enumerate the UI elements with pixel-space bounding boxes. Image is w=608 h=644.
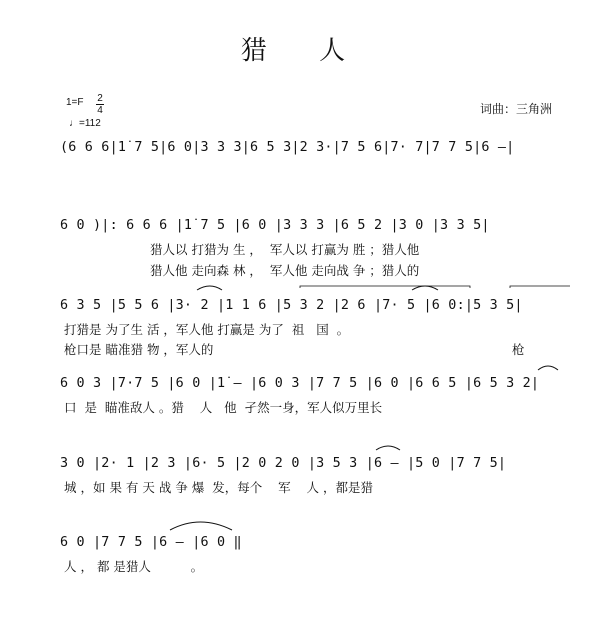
volta-bracket-1 <box>300 286 470 288</box>
song-title: 猎 人 <box>240 36 368 66</box>
score-line-1: (6 6 6|1̇ 7 5|6 0|3 3 3|6 5 3|2 3·|7 5 6|7· 7|7 7 5|6 –| <box>60 140 515 155</box>
slur-mark <box>412 286 438 290</box>
lyric-line-5: 城 ，如 果 有 天 战 争 爆 发，每个 军 人 ，都是猎 <box>64 480 374 495</box>
lyric-line-2a: 猎人以 打猎为 生 ， 军人以 打赢为 胜 ；猎人他 <box>150 242 420 257</box>
time-signature-top: 2 <box>97 93 103 104</box>
score-line-2: 6 0 )|: 6 6 6 |1̇ 7 5 |6 0 |3 3 3 |6 5 2 |3 0 |3 3 5| <box>60 218 490 233</box>
lyric-line-2b: 猎人他 走向森 林 ， 军人他 走向战 争 ；猎人的 <box>150 263 420 278</box>
tempo-marking: ♩=112 <box>69 118 101 129</box>
lyric-line-4: 口 是 瞄准敌人 。猎 人 他 孑然一身，军人似万里长 <box>64 400 383 415</box>
score-line-4: 6 0 3 |7·7 5 |6 0 |1̇ – |6 0 3 |7 7 5 |6 0 |6 6 5 |6 5 3 2| <box>60 376 540 391</box>
lyric-line-6: 人 ， 都 是猎人 。 <box>64 559 204 574</box>
time-signature-bottom: 4 <box>97 105 103 116</box>
lyric-line-3a: 打猎是 为了生 活 ，军人他 打赢是 为了 祖 国 。 <box>64 322 350 337</box>
lyric-line-3b: 枪口是 瞄准猎 物 ，军人的 <box>64 342 214 357</box>
lyric-line-3b-end: 枪 <box>512 342 525 357</box>
slur-mark <box>538 366 558 370</box>
volta-bracket-2 <box>510 286 570 288</box>
key-signature: 1=F <box>66 97 84 108</box>
slur-mark <box>170 522 232 530</box>
slur-mark <box>197 286 222 290</box>
slur-mark <box>376 446 400 450</box>
credit-line: 词曲：三角洲 <box>480 102 553 116</box>
time-signature <box>96 93 104 116</box>
score-line-3: 6 3 5 |5 5 6 |3· 2 |1 1 6 |5 3 2 |2 6 |7· 5 |6 0:|5 3 5| <box>60 298 523 313</box>
score-line-5: 3 0 |2· 1 |2 3 |6· 5 |2 0 2 0 |3 5 3 |6 – |5 0 |7 7 5| <box>60 456 507 471</box>
score-line-6: 6 0 |7 7 5 |6 – |6 0 ‖ <box>60 535 242 550</box>
